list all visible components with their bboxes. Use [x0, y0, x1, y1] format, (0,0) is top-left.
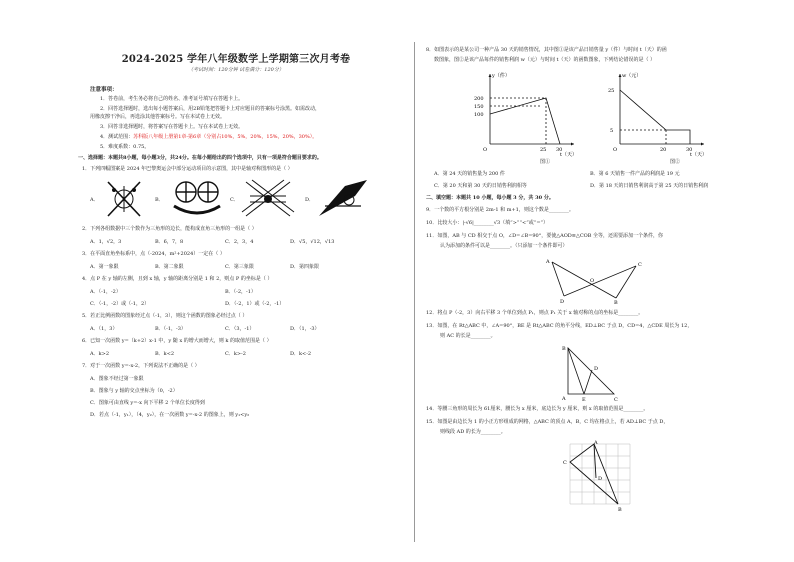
q1-figure-d-icon: [315, 176, 371, 222]
q1-figure-b-icon: [168, 176, 226, 222]
q9-stem: 9．一个数的平方根分别是 2m-1 和 m+1，则这个数是________。: [426, 207, 574, 213]
q13-label-b: B: [562, 346, 566, 352]
q5-choice-d: D．（1，-3）: [290, 326, 320, 332]
q8-figure-2: [600, 68, 710, 158]
q13-label-d: D: [594, 366, 599, 372]
q11-label-b: B: [614, 300, 618, 304]
note-4: [100, 134, 317, 140]
note-5: 5．难度系数：0.75。: [100, 144, 150, 150]
column-divider: [414, 42, 415, 542]
q8-choice-c: C．第 20 天和第 30 天的日销售利润相等: [434, 183, 527, 189]
q13-label-a: A: [562, 396, 566, 402]
note-2-cont: 用橡皮擦干净后，再选涂其他答案标号。写在本试卷上无效。: [90, 114, 226, 120]
q4-choice-b: B．（-2，-1）: [225, 289, 256, 295]
note-3: 3．回答非选择题时，将答案写在答题卡上。写在本试卷上无效。: [100, 124, 244, 130]
q11-line-1: 11．如图，AB 与 CD 相交于点 O，∠D=∠B=90°，要使△AOD≌△COB 全等，还需要添加一个条件，你: [426, 233, 664, 239]
q6-stem: 6．已知一次函数 y=（k+2）x-1 中，y 随 x 的增大而增大，则 k 的取值范围是（ ）: [82, 338, 272, 344]
q13-line-1: 13．如图，在 Rt△ABC 中，∠A=90°，BE 是 Rt△ABC 的角平分线，ED⊥BC 于点 D，CD=4，△CDE 周长为 12，: [426, 323, 693, 329]
q6-choice-c: C．k>-2: [225, 351, 246, 357]
q8-fig1-xaxis: t（天）: [560, 152, 578, 158]
note-2: 2．回答选择题时，选出每小题答案后，用2B铅笔把答题卡上对应题目的答案标号涂黑。如需改动，: [100, 106, 321, 112]
q8-fig1-ytick-100: 100: [474, 112, 484, 118]
q4-stem: 4．点 P 在 y 轴的左侧，且到 x 轴，y 轴的距离分别是 1 和 2，则点 P 的坐标是（ ）: [82, 276, 273, 282]
q6-choice-b: B．k<2: [155, 351, 175, 357]
q1-choice-d: D．: [305, 197, 315, 203]
q8-fig1-ytick-200: 200: [474, 96, 484, 102]
q4-choice-a: A．（-1，-2）: [90, 289, 121, 295]
q15-line-1: 15．如图是由边长为 1 的小正方形组成的网格，△ABC 的顶点 A，B，C 均在格点上，若 AD⊥BC 于点 D，: [426, 419, 669, 425]
q8-fig1-yaxis: y（件）: [492, 73, 510, 79]
q5-choice-b: B．（-1，-3）: [155, 326, 186, 332]
q13-label-c: C: [614, 397, 618, 402]
page-title: 2024-2025 学年八年级数学上学期第三次月考卷: [121, 54, 351, 65]
q8-fig2-ytick-25: 25: [608, 88, 615, 94]
note-4-range: 苏科版八年级上册第1章-第6章（分别占10%，5%，20%，15%，20%，30%）。: [133, 134, 318, 140]
q8-fig2-xaxis: t（天）: [690, 152, 708, 158]
q3-choice-c: C．第三象限: [225, 264, 254, 270]
q12-stem: 12．将点 P（-2，3）向右平移 3 个单位到点 P₁，则点 P₁ 关于 x 轴对称的点的坐标是________。: [426, 310, 644, 316]
q15-label-b: B: [618, 507, 622, 513]
page-subtitle: （考试时间：120分钟 试卷满分：120分）: [188, 67, 284, 73]
q11-label-o: O: [590, 278, 595, 284]
q11-label-c: C: [638, 262, 642, 268]
q3-choice-a: A．第一象限: [90, 264, 119, 270]
q8-fig2-xtick-30: 30: [686, 147, 693, 153]
q8-fig2-ytick-5: 5: [610, 128, 614, 134]
q2-choice-c: C．2，3，4: [225, 239, 254, 245]
q8-choice-a: A．第 24 天的销售量为 200 件: [434, 171, 505, 177]
notes-heading: 注意事项：: [90, 87, 118, 93]
q7-choice-a: A．图象不经过第一象限: [90, 376, 144, 382]
q11-line-2: 认为添加的条件可以是________。（只添加一个条件即可）: [440, 243, 568, 249]
q8-fig2-origin: O: [613, 147, 618, 153]
q8-figure-1: [470, 68, 580, 158]
section-1-heading: 一、选择题：本题共8小题，每小题3分，共24分。在每小题给出的四个选项中，只有一项是符合题目要求的。: [78, 155, 322, 161]
q2-choice-a: A．1，√2，3: [90, 239, 122, 245]
q11-label-a: A: [546, 259, 550, 265]
q1-choice-a: A．: [90, 197, 99, 203]
q3-stem: 3．在平面直角坐标系中，点（-2024，m²+2024）一定在（ ）: [82, 251, 225, 257]
q11-figure: [540, 254, 650, 304]
q15-line-2: 则线段 AD 的长为________。: [440, 429, 506, 435]
q8-fig1-ytick-150: 150: [474, 104, 484, 110]
q8-stem-2: 数图象，图②是该产品每件的销售利润 w（元）与时间 t（天）的函数图象，下列结论错误的是（ ）: [434, 57, 656, 63]
q4-choice-d: D．（-2，1）或（-2，-1）: [225, 301, 285, 307]
q15-label-c: C: [563, 460, 567, 466]
q6-choice-d: D．k<-2: [290, 351, 312, 357]
q4-choice-c: C．（-1，-2）或（-1，2）: [90, 301, 150, 307]
q15-label-a: A: [594, 440, 598, 446]
q8-fig2-yaxis: w（元）: [622, 73, 642, 79]
q1-figure-a-icon: [98, 176, 150, 222]
q10-stem: 10．比较大小：|-√6|________√3（填“>”“<”或“=”）: [426, 220, 549, 226]
q13-figure: [560, 344, 620, 402]
q3-choice-b: B．第二象限: [155, 264, 184, 270]
q2-choice-b: B．6，7，8: [155, 239, 184, 245]
q7-choice-c: C．图象可由直线 y=-x 向下平移 2 个单位长度得到: [90, 400, 205, 406]
section-2-heading: 二、填空题：本题共 10 小题，每小题 3 分，共 30 分。: [426, 195, 554, 201]
q2-stem: 2．下列各组数据中三个数作为三角形的边长，能构成直角三角形的一组是（ ）: [82, 226, 257, 232]
q8-fig2-caption: 图②: [670, 159, 681, 165]
q3-choice-d: D．第四象限: [290, 264, 320, 270]
q8-fig2-xtick-20: 20: [660, 147, 667, 153]
q14-stem: 14．等腰三角形的周长为 61厘米，腰长为 x 厘米，底边长为 y 厘米，则 x 的取值范围是________。: [426, 406, 649, 412]
q8-fig1-origin: O: [483, 147, 488, 153]
q8-fig1-caption: 图①: [540, 159, 551, 165]
note-1: 1．答卷前，考生务必将自己的姓名、准考证号填写在答题卡上。: [100, 96, 244, 102]
q8-stem-1: 8．如图表示的是某公司一种产品 30 天的销售情况，其中图①是该产品日销售量 y（件）与时间 t（天）的函: [426, 47, 667, 53]
q11-label-d: D: [560, 299, 565, 304]
q2-choice-d: D．√5，√12，√13: [290, 239, 335, 245]
q1-choice-c: C．: [230, 197, 239, 203]
q13-line-2: 则 AC 的长是________。: [440, 333, 496, 339]
q6-choice-a: A．k>2: [90, 351, 110, 357]
q8-choice-b: B．第 6 天销售一件产品的利润是 19 元: [590, 171, 680, 177]
q8-fig1-xtick-25: 25: [540, 147, 547, 153]
q15-label-d: D: [598, 476, 603, 482]
q1-choice-b: B．: [155, 197, 164, 203]
q15-figure: [560, 440, 640, 514]
q8-fig1-xtick-30: 30: [556, 147, 563, 153]
q8-choice-d: D．第 18 天的日销售利润高于第 25 天的日销售利润: [590, 183, 709, 189]
q1-figure-c-icon: [240, 176, 298, 222]
q5-choice-c: C．（3，-1）: [225, 326, 255, 332]
note-4-label: 4．测试范围：: [100, 134, 134, 140]
q7-stem: 7．对于一次函数 y=-x-2，下列说法不正确的是（ ）: [82, 363, 200, 369]
q7-choice-d: D．若点（-1，y₁），（4，y₂），在一次函数 y=-x-2 的图象上，则 y₁<y₂: [90, 412, 250, 418]
q13-label-e: E: [582, 397, 586, 402]
q5-stem: 5．若正比例函数的图象经过点（-1，3），则这个函数的图象必经过点（ ）: [82, 313, 248, 319]
q7-choice-b: B．图象与 y 轴的交点坐标为（0，-2）: [90, 388, 178, 394]
q1-stem: 1．下列四幅图案是 2024 年巴黎奥运会中部分运动项目的示意图，其中是轴对称图形的是（ ）: [82, 166, 293, 172]
q5-choice-a: A．（1，3）: [90, 326, 118, 332]
